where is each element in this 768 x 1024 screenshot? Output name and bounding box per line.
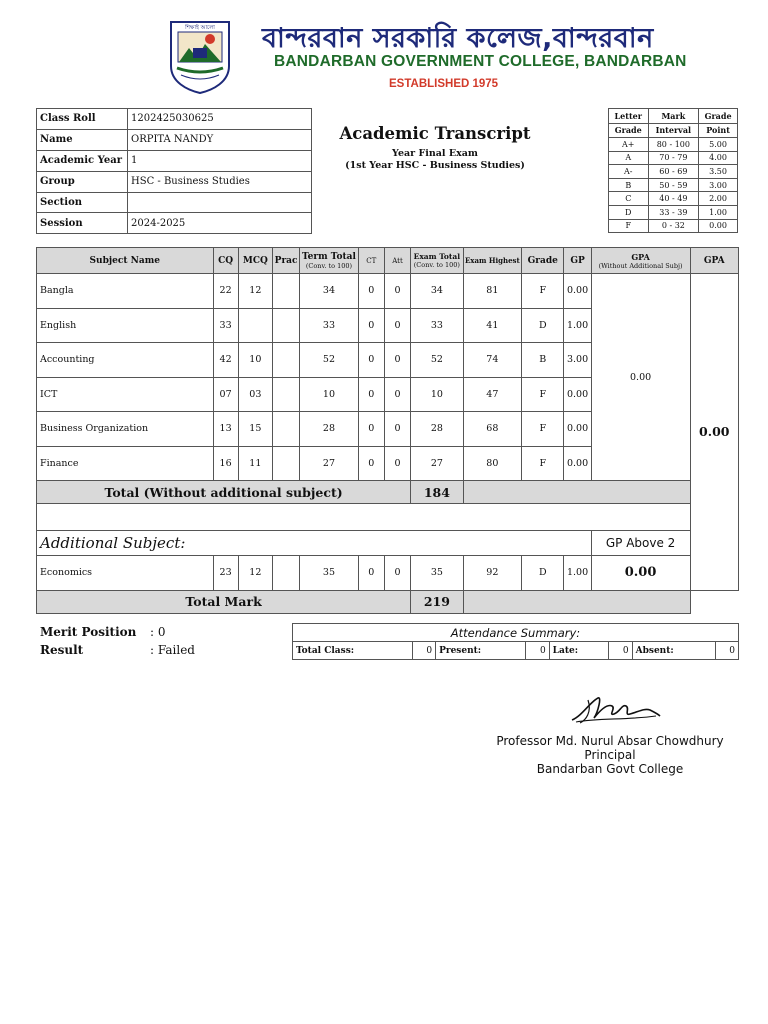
subject-exam: 33 (411, 308, 463, 343)
grade-scale-table (608, 108, 738, 233)
col-exam-total: Exam Total (Conv. to 100) (411, 248, 463, 274)
subject-exam: 35 (411, 556, 463, 591)
col-term-total: Term Total (Conv. to 100) (300, 248, 359, 274)
subject-cq: 07 (213, 377, 238, 412)
subject-grade: F (522, 446, 564, 481)
attendance-row (293, 642, 739, 660)
subject-att: 0 (384, 556, 410, 591)
subject-att: 0 (384, 377, 410, 412)
subject-name: Accounting (37, 343, 214, 378)
scale-row (609, 192, 738, 206)
col-gpa-without-additional: GPA (Without Additional Subj) (591, 248, 690, 274)
subject-mcq: 15 (238, 412, 272, 447)
subject-highest: 81 (463, 274, 522, 309)
attendance-label: Total Class: (293, 642, 413, 660)
col-grade: Grade (522, 248, 564, 274)
subject-term: 52 (300, 343, 359, 378)
subject-exam: 52 (411, 343, 463, 378)
subject-prac (272, 343, 299, 378)
col-subject: Subject Name (37, 248, 214, 274)
signatory-org: Bandarban Govt College (536, 762, 684, 776)
gpa-value: 0.00 (690, 274, 739, 591)
subject-grade: F (522, 274, 564, 309)
scale-header: Grade (699, 109, 738, 124)
results-header-row (37, 248, 739, 274)
subject-name: ICT (37, 377, 214, 412)
subject-prac (272, 274, 299, 309)
scale-header: Interval (648, 123, 699, 138)
scale-cell: 60 - 69 (648, 165, 699, 179)
subject-grade: D (522, 556, 564, 591)
subject-cq: 16 (213, 446, 238, 481)
signatory-block (440, 734, 768, 776)
subject-gp: 0.00 (564, 377, 591, 412)
additional-subject-label: Additional Subject: (37, 531, 592, 556)
subject-highest: 41 (463, 308, 522, 343)
subject-highest: 47 (463, 377, 522, 412)
merit-label: Merit Position (40, 625, 137, 639)
subject-grade: D (522, 308, 564, 343)
subject-name: Finance (37, 446, 214, 481)
subject-mcq: 11 (238, 446, 272, 481)
spacer-row (37, 504, 739, 531)
subject-ct: 0 (358, 412, 384, 447)
scale-cell: C (609, 192, 649, 206)
scale-cell: B (609, 178, 649, 192)
scale-cell: 33 - 39 (648, 205, 699, 219)
scale-cell: D (609, 205, 649, 219)
info-row (37, 150, 312, 171)
subject-highest: 74 (463, 343, 522, 378)
scale-row (609, 219, 738, 233)
signatory-name: Professor Md. Nurul Absar Chowdhury (496, 734, 724, 748)
info-label: Name (37, 129, 128, 150)
subject-att: 0 (384, 412, 410, 447)
info-label: Section (37, 192, 128, 213)
scale-row (609, 151, 738, 165)
subject-name: English (37, 308, 214, 343)
student-info-table (36, 108, 312, 234)
scale-cell: A (609, 151, 649, 165)
scale-row (609, 165, 738, 179)
subject-att: 0 (384, 308, 410, 343)
scale-cell: 0 - 32 (648, 219, 699, 233)
scale-cell: 5.00 (699, 138, 738, 152)
subject-prac (272, 446, 299, 481)
college-title-bengali: বান্দরবান সরকারি কলেজ,বান্দরবান (262, 23, 654, 54)
result-value: : Failed (150, 643, 195, 657)
scale-header-row (609, 123, 738, 138)
info-row (37, 213, 312, 234)
subject-term: 27 (300, 446, 359, 481)
subject-mcq (238, 308, 272, 343)
signatory-title: Principal (584, 748, 636, 762)
college-title-english: BANDARBAN GOVERNMENT COLLEGE, BANDARBAN (274, 53, 687, 70)
subject-exam: 27 (411, 446, 463, 481)
total-filler (463, 481, 690, 504)
gpa-without-additional-value: 0.00 (591, 274, 690, 481)
subject-ct: 0 (358, 274, 384, 309)
subject-gp: 1.00 (564, 308, 591, 343)
subject-mcq: 03 (238, 377, 272, 412)
gp-above-label: GP Above 2 (591, 531, 690, 556)
subject-gp: 3.00 (564, 343, 591, 378)
subject-exam: 28 (411, 412, 463, 447)
subject-highest: 80 (463, 446, 522, 481)
info-value (128, 192, 312, 213)
program-name: (1st Year HSC - Business Studies) (345, 160, 525, 171)
subject-prac (272, 412, 299, 447)
scale-cell: 1.00 (699, 205, 738, 219)
subject-ct: 0 (358, 377, 384, 412)
subject-gp: 1.00 (564, 556, 591, 591)
additional-heading-row (37, 531, 739, 556)
subject-term: 34 (300, 274, 359, 309)
exam-name: Year Final Exam (392, 148, 478, 159)
subject-cq: 33 (213, 308, 238, 343)
subject-row (37, 274, 739, 309)
result-status (40, 643, 195, 657)
col-ct: CT (358, 248, 384, 274)
merit-value: : 0 (150, 625, 166, 639)
info-value: HSC - Business Studies (128, 171, 312, 192)
subject-cq: 42 (213, 343, 238, 378)
total-without-additional-label: Total (Without additional subject) (37, 481, 411, 504)
subject-name: Bangla (37, 274, 214, 309)
scale-cell: 2.00 (699, 192, 738, 206)
scale-row (609, 178, 738, 192)
info-row (37, 171, 312, 192)
subject-cq: 23 (213, 556, 238, 591)
subject-exam: 34 (411, 274, 463, 309)
col-gpa: GPA (690, 248, 739, 274)
attendance-summary (292, 623, 739, 660)
col-gp: GP (564, 248, 591, 274)
subject-ct: 0 (358, 343, 384, 378)
subject-grade: F (522, 377, 564, 412)
subject-att: 0 (384, 343, 410, 378)
result-label: Result (40, 643, 84, 657)
gp-above-value: 0.00 (591, 556, 690, 591)
info-value: 2024-2025 (128, 213, 312, 234)
col-cq: CQ (213, 248, 238, 274)
info-row (37, 129, 312, 150)
scale-header: Letter (609, 109, 649, 124)
total-filler (463, 590, 690, 613)
subject-mcq: 12 (238, 556, 272, 591)
info-value: ORPITA NANDY (128, 129, 312, 150)
scale-cell: 70 - 79 (648, 151, 699, 165)
subject-name: Business Organization (37, 412, 214, 447)
college-logo (165, 18, 235, 94)
info-label: Group (37, 171, 128, 192)
subject-exam: 10 (411, 377, 463, 412)
subject-grade: F (522, 412, 564, 447)
attendance-label: Present: (436, 642, 526, 660)
subject-gp: 0.00 (564, 274, 591, 309)
attendance-label: Late: (549, 642, 609, 660)
subject-att: 0 (384, 274, 410, 309)
scale-cell: A- (609, 165, 649, 179)
merit-position (40, 625, 166, 639)
attendance-value: 0 (715, 642, 738, 660)
principal-signature (568, 690, 663, 730)
info-label: Academic Year (37, 150, 128, 171)
scale-header: Grade (609, 123, 649, 138)
subject-cq: 22 (213, 274, 238, 309)
total-without-additional-value: 184 (411, 481, 463, 504)
subject-mcq: 12 (238, 274, 272, 309)
scale-cell: 3.00 (699, 178, 738, 192)
subject-ct: 0 (358, 308, 384, 343)
total-mark-label: Total Mark (37, 590, 411, 613)
results-table (36, 247, 739, 614)
info-label: Class Roll (37, 109, 128, 130)
subject-ct: 0 (358, 446, 384, 481)
established-year: ESTABLISHED 1975 (389, 78, 499, 90)
scale-cell: 80 - 100 (648, 138, 699, 152)
scale-row (609, 138, 738, 152)
transcript-title: Academic Transcript (339, 124, 531, 143)
info-label: Session (37, 213, 128, 234)
attendance-label: Absent: (632, 642, 715, 660)
total-mark-value: 219 (411, 590, 463, 613)
attendance-value: 0 (412, 642, 435, 660)
scale-cell: 40 - 49 (648, 192, 699, 206)
subject-name: Economics (37, 556, 214, 591)
subject-term: 33 (300, 308, 359, 343)
scale-header: Point (699, 123, 738, 138)
total-mark-row (37, 590, 739, 613)
svg-text:শিক্ষাই আলো: শিক্ষাই আলো (185, 25, 215, 31)
subject-term: 10 (300, 377, 359, 412)
subject-grade: B (522, 343, 564, 378)
col-exam-highest: Exam Highest (463, 248, 522, 274)
subject-prac (272, 308, 299, 343)
subject-term: 28 (300, 412, 359, 447)
scale-cell: 0.00 (699, 219, 738, 233)
subject-mcq: 10 (238, 343, 272, 378)
col-att: Att (384, 248, 410, 274)
total-without-additional-row (37, 481, 739, 504)
spacer-cell (37, 504, 691, 531)
scale-cell: A+ (609, 138, 649, 152)
scale-row (609, 205, 738, 219)
scale-cell: 3.50 (699, 165, 738, 179)
subject-prac (272, 377, 299, 412)
attendance-value: 0 (526, 642, 549, 660)
info-row (37, 109, 312, 130)
info-value: 1 (128, 150, 312, 171)
subject-highest: 68 (463, 412, 522, 447)
info-row (37, 192, 312, 213)
scale-cell: F (609, 219, 649, 233)
col-mcq: MCQ (238, 248, 272, 274)
subject-ct: 0 (358, 556, 384, 591)
subject-cq: 13 (213, 412, 238, 447)
subject-att: 0 (384, 446, 410, 481)
info-value: 1202425030625 (128, 109, 312, 130)
attendance-caption: Attendance Summary: (293, 624, 739, 642)
scale-cell: 50 - 59 (648, 178, 699, 192)
additional-subject-row (37, 556, 739, 591)
scale-cell: 4.00 (699, 151, 738, 165)
subject-highest: 92 (463, 556, 522, 591)
subject-gp: 0.00 (564, 446, 591, 481)
subject-prac (272, 556, 299, 591)
scale-header-row (609, 109, 738, 124)
attendance-value: 0 (609, 642, 632, 660)
scale-header: Mark (648, 109, 699, 124)
subject-gp: 0.00 (564, 412, 591, 447)
subject-term: 35 (300, 556, 359, 591)
col-prac: Prac (272, 248, 299, 274)
